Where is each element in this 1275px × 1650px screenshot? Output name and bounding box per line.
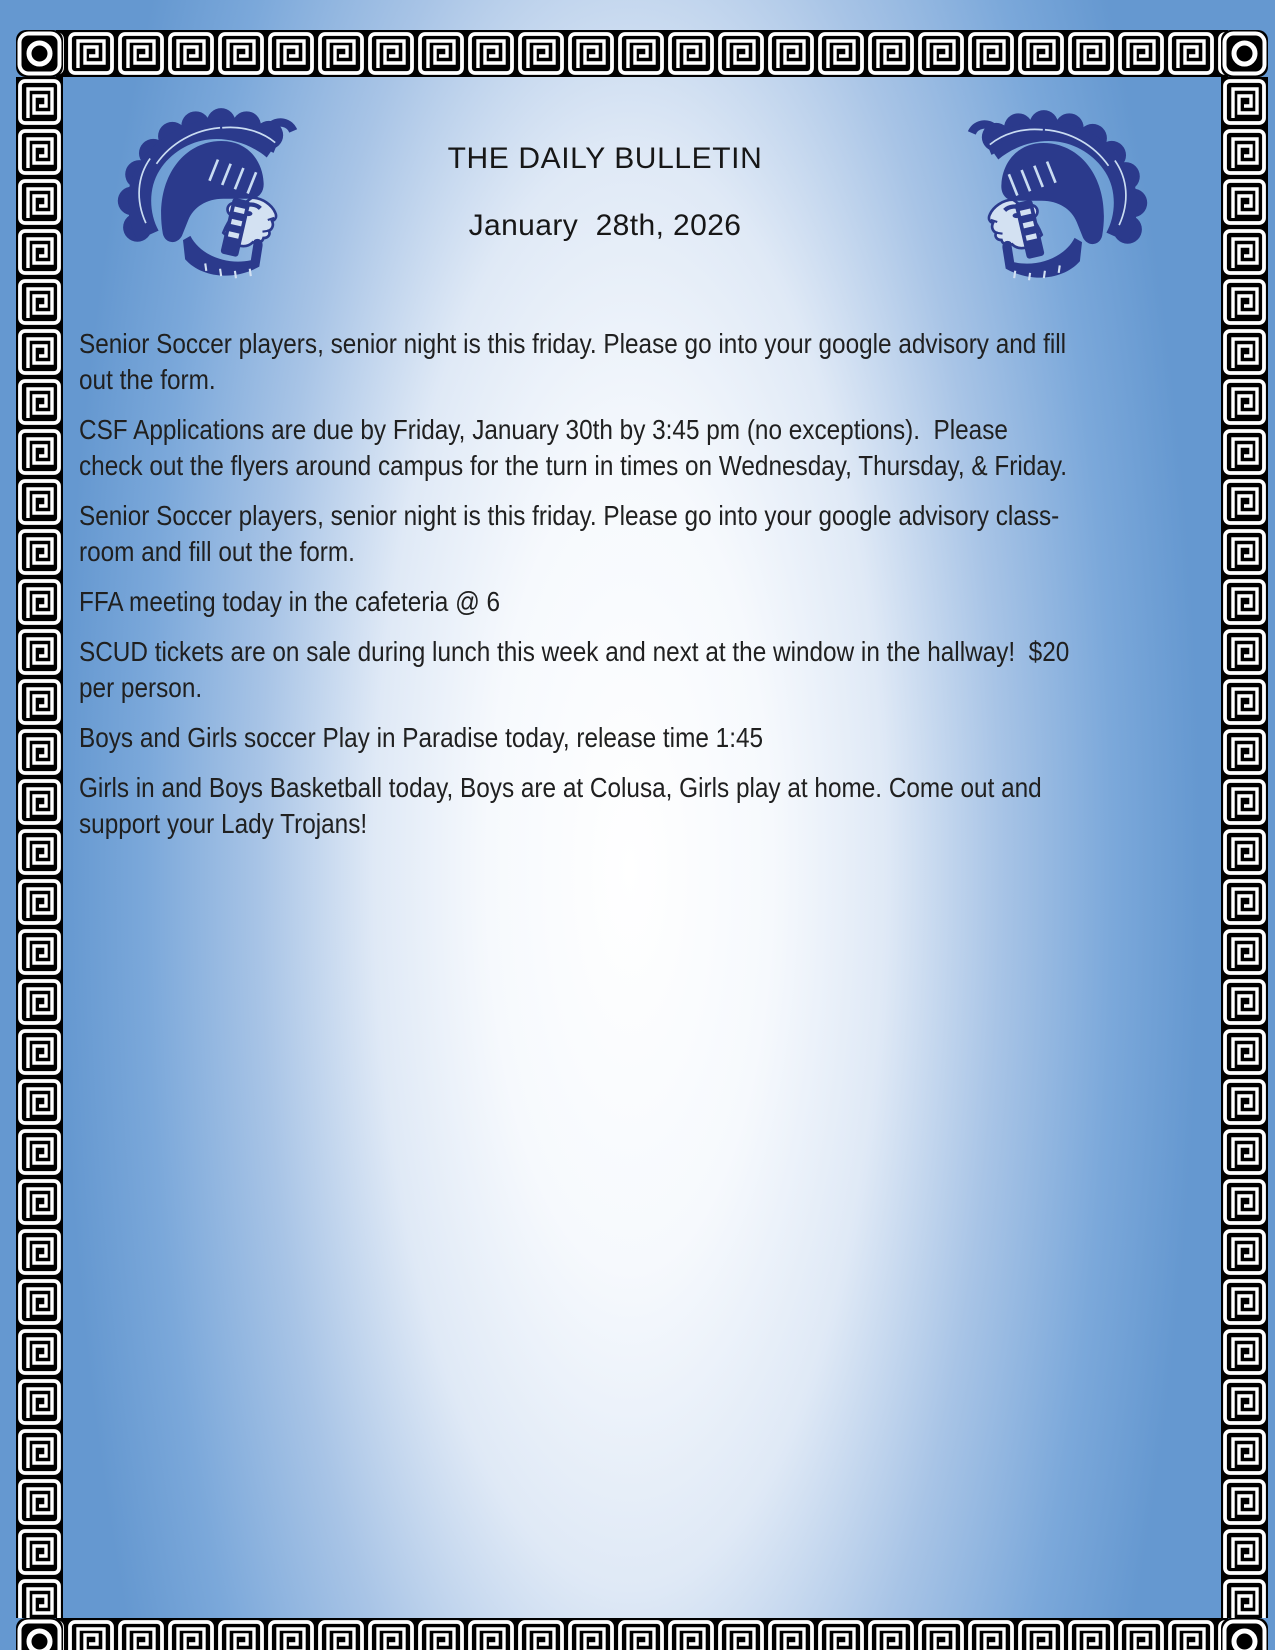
announcement-line: out the form. [79,364,216,395]
announcement-line: check out the flyers around campus for the turn in times on Wednesday, Thursday, & Friday. [79,450,1067,481]
announcement-line: Boys and Girls soccer Play in Paradise today, release time 1:45 [79,722,764,753]
announcement-line: Girls in and Boys Basketball today, Boys are at Colusa, Girls play at home. Come out and [79,772,1042,803]
announcement-paragraph [79,584,1088,620]
greek-key-border-bottom [16,1618,1268,1650]
greek-key-border-top [16,30,1268,77]
announcement-list [79,326,1219,856]
trojan-head-logo-right [958,80,1170,294]
page-date: January 28th, 2026 [468,209,742,242]
announcement-line: support your Lady Trojans! [79,808,368,839]
announcement-line: SCUD tickets are on sale during lunch this week and next at the window in the hallway! $20 [79,636,1070,667]
page-title: THE DAILY BULLETIN [447,142,763,175]
announcement-paragraph [79,326,1088,398]
greek-key-border-left [16,77,63,1618]
trojan-head-logo-left [95,76,307,294]
announcement-paragraph [79,770,1088,842]
announcement-line: FFA meeting today in the cafeteria @ 6 [79,586,501,617]
announcement-line: CSF Applications are due by Friday, January 30th by 3:45 pm (no exceptions). Please [79,414,1008,445]
greek-key-border-right [1221,77,1268,1618]
announcement-line: Senior Soccer players, senior night is this friday. Please go into your google advisory and fill [79,328,1067,359]
border-corner-top-left [16,30,63,77]
border-corner-bottom-left [16,1618,63,1650]
announcement-paragraph [79,498,1088,570]
announcement-line: room and fill out the form. [79,536,355,567]
border-corner-bottom-right [1221,1618,1268,1650]
announcement-paragraph [79,634,1088,706]
announcement-paragraph [79,720,1088,756]
announcement-line: per person. [79,672,203,703]
announcement-line: Senior Soccer players, senior night is this friday. Please go into your google advisory class- [79,500,1060,531]
announcement-paragraph [79,412,1088,484]
border-corner-top-right [1221,30,1268,77]
